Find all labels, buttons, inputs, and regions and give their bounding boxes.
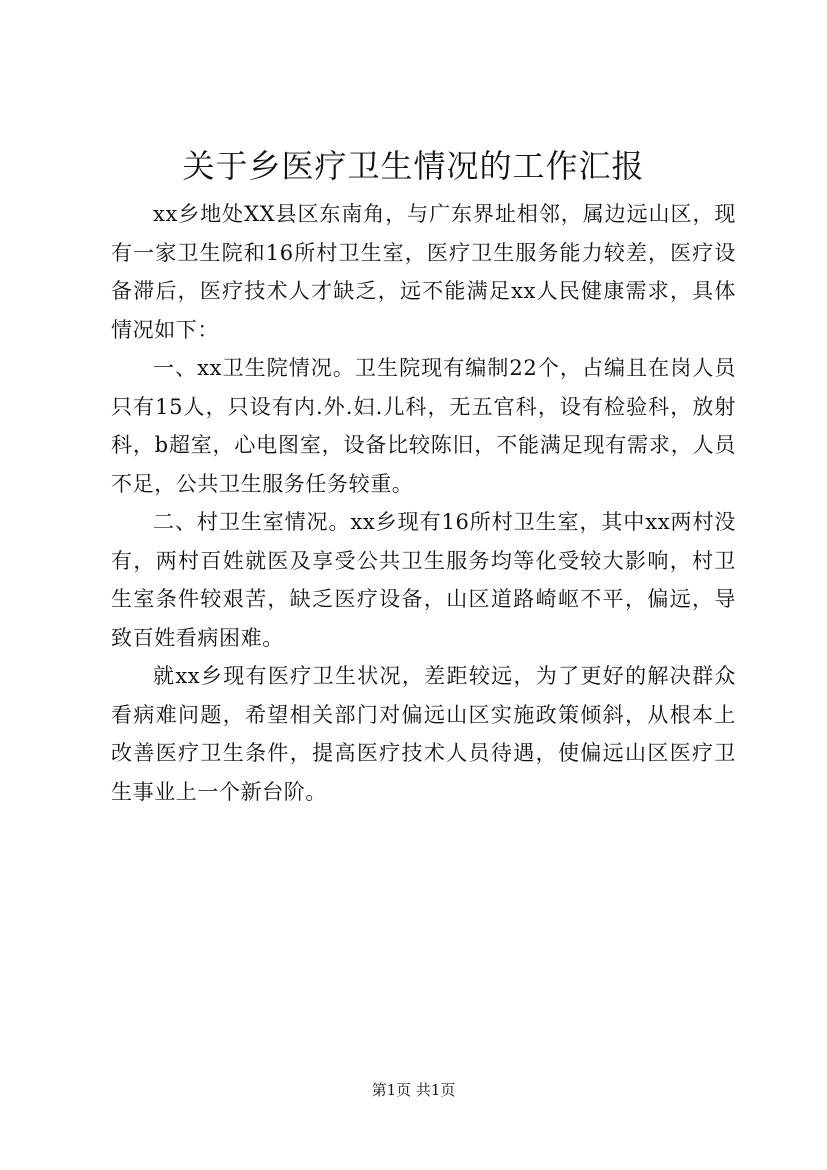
document-body [111, 195, 736, 811]
page-number-footer: 第1页 共1页 [371, 1081, 456, 1099]
paragraph-conclusion: 就xx乡现有医疗卫生状况，差距较远，为了更好的解决群众看病难问题，希望相关部门对偏远山区实施政策倾斜，从根本上改善医疗卫生条件，提高医疗技术人员待遇，使偏远山区医疗卫生事业上一个新台阶。 [111, 664, 736, 804]
paragraph-village-clinics: 二、村卫生室情况。xx乡现有16所村卫生室，其中xx两村没有，两村百姓就医及享受公共卫生服务均等化受较大影响，村卫生室条件较艰苦，缺乏医疗设备，山区道路崎岖不平，偏远，导致百姓看病困难。 [111, 510, 736, 650]
paragraph-health-center: 一、xx卫生院情况。卫生院现有编制22个，占编且在岗人员只有15人，只设有内.外.妇.儿科，无五官科，设有检验科，放射科，b超室，心电图室，设备比较陈旧，不能满足现有需求，人员不足，公共卫生服务任务较重。 [111, 356, 736, 496]
document-title: 关于乡医疗卫生情况的工作汇报 [182, 147, 645, 185]
paragraph-intro: xx乡地处XX县区东南角，与广东界址相邻，属边远山区，现有一家卫生院和16所村卫生室，医疗卫生服务能力较差，医疗设备滞后，医疗技术人才缺乏，远不能满足xx人民健康需求，具体情况如下： [111, 202, 736, 342]
